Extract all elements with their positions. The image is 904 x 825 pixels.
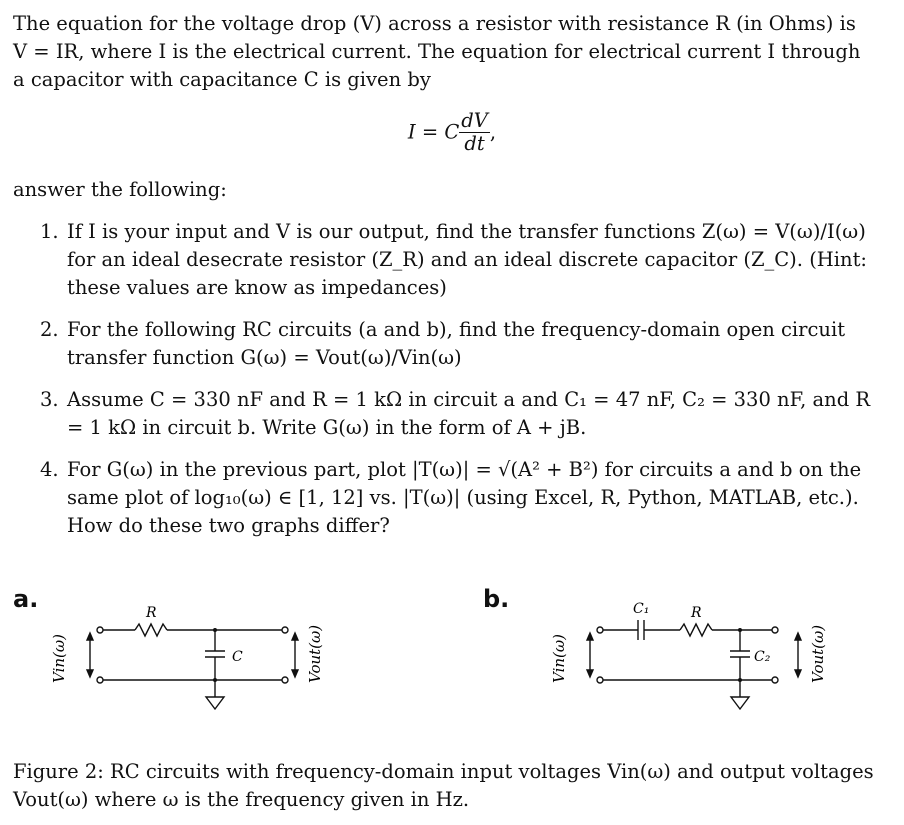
circuit-a-label: a. <box>13 585 39 613</box>
question-list <box>40 218 875 554</box>
circuit-b-label: b. <box>483 585 510 613</box>
resistor-r-label: R <box>691 605 702 621</box>
question-text: For G(ω) in the previous part, plot |T(ω)| = √(A² + B²) for circuits a and b on the same plot of log₁₀(ω) ∈ [1, 12] vs. |T(ω)| (using Excel, R, Python, MATLAB, etc.). How do these two graphs differ? <box>67 458 862 537</box>
capacitor-c-label: C <box>232 649 243 665</box>
figure-caption: Figure 2: RC circuits with frequency-domain input voltages Vin(ω) and output voltages Vout(ω) where ω is the frequency given in Hz. <box>13 760 874 811</box>
question-text: Assume C = 330 nF and R = 1 kΩ in circuit a and C₁ = 47 nF, C₂ = 330 nF, and R = 1 kΩ in circuit b. Write G(ω) in the form of A + jB. <box>67 388 871 439</box>
equation-tail: , <box>489 120 497 144</box>
question-number: 3. <box>40 388 59 411</box>
vout-label: Vout(ω) <box>809 624 827 683</box>
vin-label: Vin(ω) <box>550 634 568 683</box>
resistor-r-label: R <box>146 605 157 621</box>
capacitor-c1-label: C₁ <box>633 601 650 617</box>
question-item <box>40 218 875 302</box>
answer-prompt: answer the following: <box>13 178 227 201</box>
question-number: 1. <box>40 220 59 243</box>
capacitor-c2-label: C₂ <box>754 649 771 665</box>
question-text: For the following RC circuits (a and b), find the frequency-domain open circuit transfer function G(ω) = Vout(ω)/Vin(ω) <box>67 318 846 369</box>
question-item <box>40 316 875 372</box>
question-item <box>40 456 875 540</box>
vin-label: Vin(ω) <box>50 634 68 683</box>
equation-numerator: dV <box>461 109 488 132</box>
circuit-a-diagram <box>40 595 340 745</box>
capacitor-equation <box>0 110 904 155</box>
question-item <box>40 386 875 442</box>
equation-lhs: I = C <box>407 120 460 144</box>
question-text: If I is your input and V is our output, find the transfer functions Z(ω) = V(ω)/I(ω) for an ideal desecrate resistor (Z_R) and an ideal discrete capacitor (Z_C). (Hint: these values are know as impedances) <box>67 220 868 299</box>
question-number: 2. <box>40 318 59 341</box>
intro-paragraph: The equation for the voltage drop (V) across a resistor with resistance R (in Ohms) is V = IR, where I is the electrical current. The equation for electrical current I through a capacitor with capacitance C is given by <box>13 12 861 91</box>
equation-fraction <box>459 110 490 155</box>
question-number: 4. <box>40 458 59 481</box>
equation-denominator: dt <box>464 132 485 155</box>
circuit-b-diagram <box>540 595 840 745</box>
vout-label: Vout(ω) <box>306 624 324 683</box>
